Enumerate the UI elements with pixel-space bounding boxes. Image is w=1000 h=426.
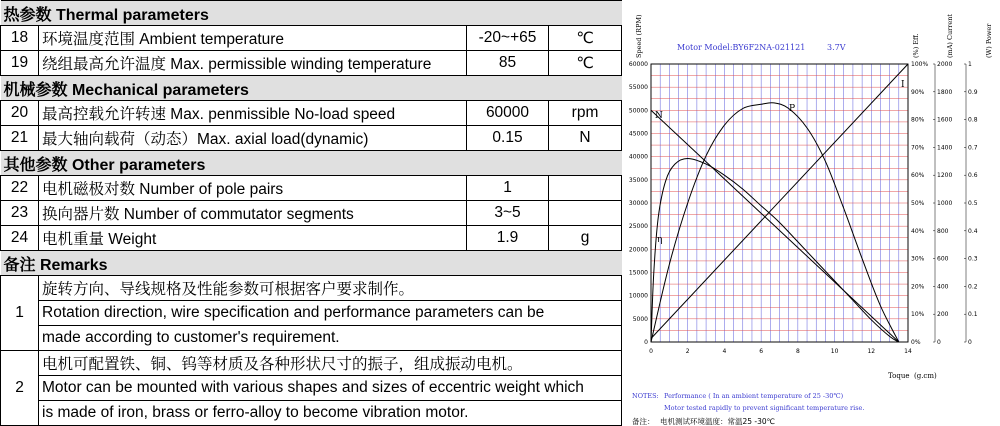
section-other-title: 其他参数 Other parameters xyxy=(1,151,622,176)
curve-label-eta: η xyxy=(657,235,663,245)
x-tick-label: 2 xyxy=(685,348,690,355)
remark-num: 1 xyxy=(1,276,39,351)
table-row xyxy=(1,226,622,251)
row-unit xyxy=(549,201,622,226)
remark-text: 旋转方向、导线规格及性能参数可根据客户要求制作。 xyxy=(39,276,622,301)
remark-line xyxy=(1,326,622,351)
curve-label-p: P xyxy=(789,104,796,114)
row-num: 18 xyxy=(1,26,39,51)
row-unit: rpm xyxy=(549,101,622,126)
row-num: 22 xyxy=(1,176,39,201)
section-remarks-title: 备注 Remarks xyxy=(1,251,622,276)
row-label: 电机重量 Weight xyxy=(39,226,467,251)
power-tick-label: 0.3 xyxy=(968,255,978,263)
cn-notes-text: 电机测试环境温度：常温25 -30℃ xyxy=(660,417,776,426)
power-tick-label: 0.2 xyxy=(968,283,978,291)
x-tick-label: 0 xyxy=(649,348,653,355)
remark-line xyxy=(1,301,622,326)
row-label: 环境温度范围 Ambient temperature xyxy=(39,26,467,51)
chart-model: Motor Model:BY6F2NA-021121 xyxy=(677,43,806,52)
row-unit: ℃ xyxy=(549,26,622,51)
row-unit: g xyxy=(549,226,622,251)
row-num: 23 xyxy=(1,201,39,226)
pct-tick-label: 50% xyxy=(911,200,925,207)
section-thermal xyxy=(1,1,622,26)
cn-notes-label: 备注： xyxy=(632,417,655,426)
speed-tick-label: 45000 xyxy=(628,130,648,138)
remark-line xyxy=(1,351,622,376)
power-tick-label: 0.6 xyxy=(968,172,978,180)
row-label: 绕组最高允许温度 Max. permissible winding temperature xyxy=(39,51,467,76)
remark-line xyxy=(1,376,622,401)
row-label: 电机磁极对数 Number of pole pairs xyxy=(39,176,467,201)
pct-axis-title: (%) Eff. xyxy=(912,33,920,58)
notes-line-2: Motor tested rapidly to prevent significant temperature rise. xyxy=(664,404,865,412)
row-value: 1.9 xyxy=(467,226,549,251)
performance-chart xyxy=(622,0,1000,426)
remark-line xyxy=(1,401,622,426)
table-row xyxy=(1,51,622,76)
table-row xyxy=(1,126,622,151)
remark-text: Rotation direction, wire specification and performance parameters can be xyxy=(39,301,622,326)
speed-tick-label: 60000 xyxy=(628,61,648,68)
pct-tick-label: 100% xyxy=(911,61,929,68)
speed-tick-label: 0 xyxy=(644,339,648,346)
row-value: 3~5 xyxy=(467,201,549,226)
row-label: 换向器片数 Number of commutator segments xyxy=(39,201,467,226)
x-axis-unit: (g.cm) xyxy=(914,372,937,380)
speed-tick-label: 50000 xyxy=(628,107,648,115)
current-tick-label: 200 xyxy=(937,311,949,319)
x-axis-title: Toque xyxy=(888,372,910,380)
section-remarks xyxy=(1,251,622,276)
power-tick-label: 1 xyxy=(968,61,972,68)
pct-tick-label: 40% xyxy=(911,227,925,235)
remark-text: made according to customer's requirement. xyxy=(39,326,622,351)
current-tick-label: 2000 xyxy=(937,61,953,68)
row-value: 85 xyxy=(467,51,549,76)
table-row xyxy=(1,201,622,226)
row-value: 1 xyxy=(467,176,549,201)
row-label: 最高控载允许转速 Max. penmissible No-load speed xyxy=(39,101,467,126)
power-tick-label: 0 xyxy=(968,339,972,346)
row-unit: ℃ xyxy=(549,51,622,76)
power-tick-label: 0.5 xyxy=(968,200,978,207)
current-tick-label: 600 xyxy=(937,255,949,263)
table-row xyxy=(1,176,622,201)
row-unit: N xyxy=(549,126,622,151)
section-mechanical xyxy=(1,76,622,101)
table-row xyxy=(1,26,622,51)
row-num: 21 xyxy=(1,126,39,151)
remark-text: is made of iron, brass or ferro-alloy to become vibration motor. xyxy=(39,401,622,426)
pct-tick-label: 70% xyxy=(911,144,925,152)
row-label: 最大轴向载荷（动态）Max. axial load(dynamic) xyxy=(39,126,467,151)
pct-tick-label: 0% xyxy=(911,339,921,346)
pct-tick-label: 90% xyxy=(911,88,925,96)
remark-text: Motor can be mounted with various shapes and sizes of eccentric weight which xyxy=(39,376,622,401)
speed-tick-label: 35000 xyxy=(628,176,648,184)
speed-tick-label: 15000 xyxy=(628,269,648,277)
pct-tick-label: 30% xyxy=(911,255,925,263)
current-tick-label: 1400 xyxy=(937,144,953,152)
speed-axis-title: Speed (RPM) xyxy=(635,14,643,58)
current-axis-title: (mA) Current xyxy=(946,13,954,58)
curve-label-n: N xyxy=(655,111,663,121)
speed-tick-label: 5000 xyxy=(632,315,648,323)
section-thermal-title: 热参数 Thermal parameters xyxy=(1,1,622,26)
x-tick-label: 12 xyxy=(867,348,876,355)
power-tick-label: 0.7 xyxy=(968,144,978,152)
current-tick-label: 0 xyxy=(937,339,941,346)
pct-tick-label: 80% xyxy=(911,116,925,124)
current-tick-label: 400 xyxy=(937,283,949,291)
x-tick-label: 4 xyxy=(722,348,727,355)
chart-voltage: 3.7V xyxy=(827,43,846,52)
speed-tick-label: 30000 xyxy=(628,200,648,207)
power-tick-label: 0.9 xyxy=(968,88,978,96)
power-tick-label: 0.4 xyxy=(968,227,978,235)
power-tick-label: 0.1 xyxy=(968,311,978,319)
remark-line xyxy=(1,276,622,301)
x-tick-label: 6 xyxy=(759,348,764,355)
speed-tick-label: 25000 xyxy=(628,223,648,231)
row-num: 24 xyxy=(1,226,39,251)
curve-label-i: I xyxy=(901,80,905,90)
pct-tick-label: 60% xyxy=(911,172,925,180)
power-tick-label: 0.8 xyxy=(968,116,978,124)
row-value: 60000 xyxy=(467,101,549,126)
section-other xyxy=(1,151,622,176)
notes-line-1: Performance ( In an ambient temperature of 25 -30℃) xyxy=(664,392,844,400)
current-tick-label: 1800 xyxy=(937,88,953,96)
current-tick-label: 800 xyxy=(937,227,949,235)
remark-num: 2 xyxy=(1,351,39,426)
table-row xyxy=(1,101,622,126)
x-tick-label: 10 xyxy=(830,348,839,355)
power-axis-title: (W) Power xyxy=(985,23,993,58)
row-value: 0.15 xyxy=(467,126,549,151)
row-num: 20 xyxy=(1,101,39,126)
current-tick-label: 1600 xyxy=(937,116,953,124)
speed-tick-label: 10000 xyxy=(628,292,648,300)
x-tick-label: 8 xyxy=(795,348,800,355)
row-num: 19 xyxy=(1,51,39,76)
speed-tick-label: 20000 xyxy=(628,246,648,254)
speed-tick-label: 55000 xyxy=(628,84,648,92)
current-tick-label: 1200 xyxy=(937,172,953,180)
notes-label: NOTES: xyxy=(632,392,659,400)
pct-tick-label: 10% xyxy=(911,311,925,319)
remark-text: 电机可配置铁、铜、钨等材质及各种形状尺寸的振子，组成振动电机。 xyxy=(39,351,622,376)
row-value: -20~+65 xyxy=(467,26,549,51)
section-mechanical-title: 机械参数 Mechanical parameters xyxy=(1,76,622,101)
x-tick-label: 14 xyxy=(904,348,912,355)
current-tick-label: 1000 xyxy=(937,200,953,207)
speed-tick-label: 40000 xyxy=(628,153,648,161)
pct-tick-label: 20% xyxy=(911,283,925,291)
row-unit xyxy=(549,176,622,201)
